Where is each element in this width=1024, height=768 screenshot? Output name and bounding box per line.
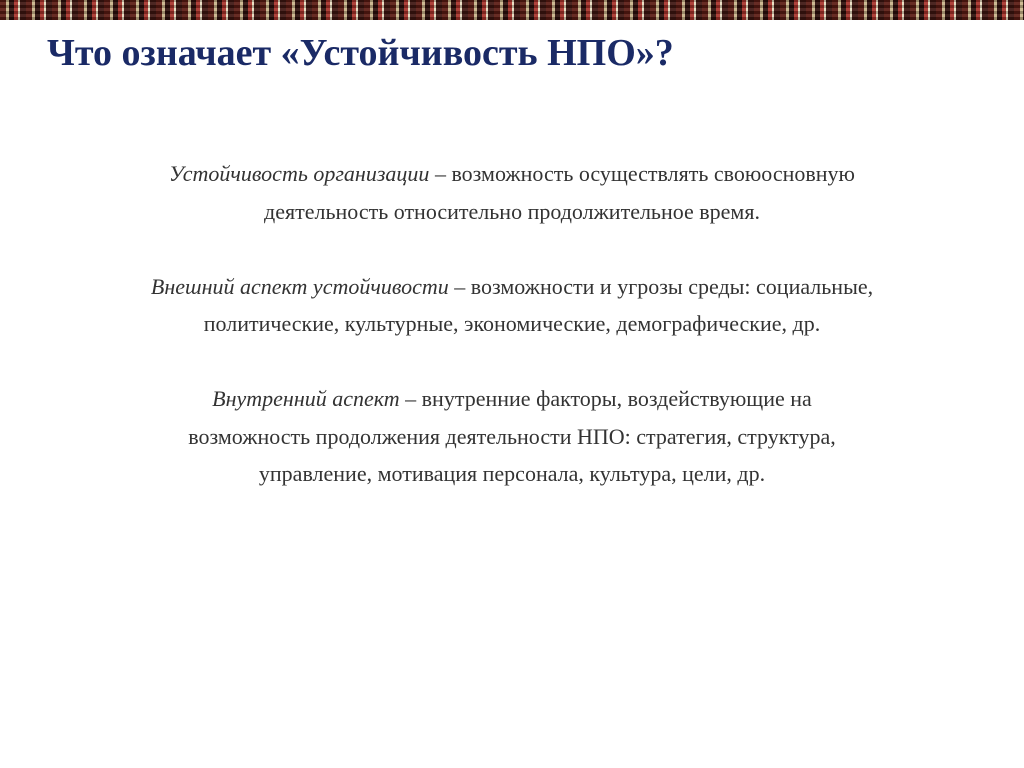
- definition-paragraph-organization: [150, 155, 874, 230]
- definition-text: – внутренние факторы, воздействующие на возможность продолжения деятельности НПО: стратегия, структура, управление, мотивация персонала, культура, цели, др.: [188, 386, 836, 486]
- definition-term: Устойчивость организации: [169, 161, 430, 186]
- definition-text: – возможность осуществлять своюосновную деятельность относительно продолжительное время.: [264, 161, 855, 224]
- decorative-ornament-band: [0, 0, 1024, 20]
- definition-term: Внутренний аспект: [212, 386, 400, 411]
- definition-term: Внешний аспект устойчивости: [150, 273, 449, 299]
- slide-body: [150, 155, 874, 530]
- definition-paragraph-external: [150, 268, 874, 343]
- definition-text: – возможности и угрозы среды: социальные, политические, культурные, экономические, демографические, др.: [203, 273, 874, 336]
- definition-paragraph-internal: [150, 380, 874, 493]
- slide-title: Что означает «Устойчивость НПО»?: [47, 32, 674, 74]
